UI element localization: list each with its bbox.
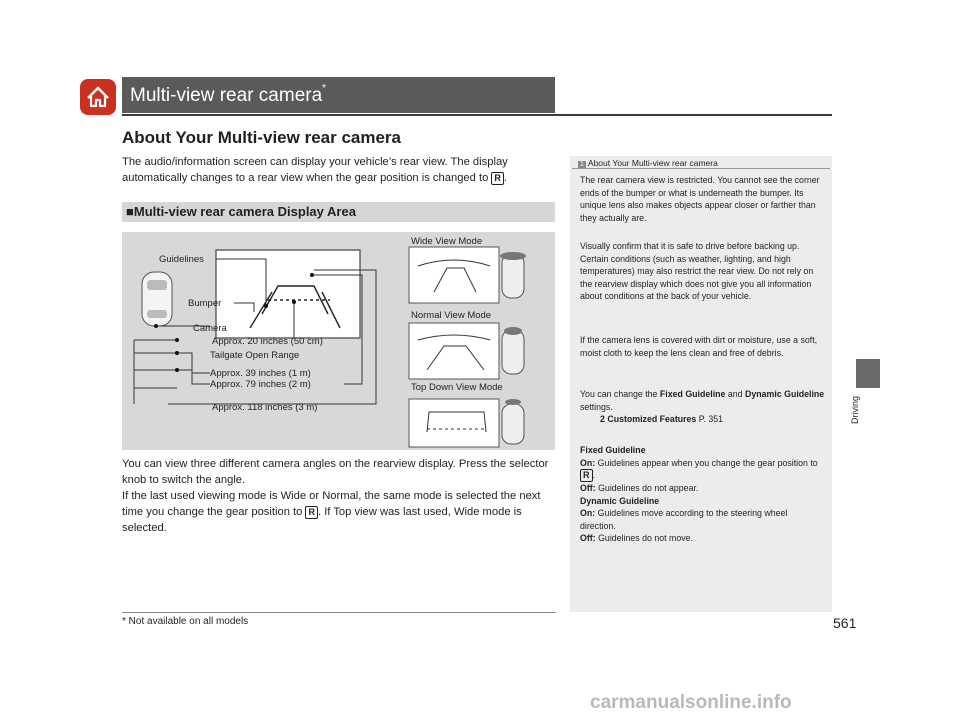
- wide-view-screen: [409, 247, 526, 303]
- watermark: carmanualsonline.info: [590, 692, 792, 713]
- label-approx-20: Approx. 20 inches (50 cm): [212, 336, 323, 347]
- sidebar-heading: 1 About Your Multi-view rear camera: [580, 158, 718, 168]
- chapter-tab[interactable]: [856, 359, 880, 388]
- reference-icon: 2: [600, 414, 605, 424]
- chapter-tab-label: Driving: [850, 396, 860, 425]
- top-down-view-screen: [409, 399, 524, 447]
- sidebar-rule: [572, 168, 830, 169]
- sidebar-p4: You can change the Fixed Guideline and Dynamic Guideline settings. 2 Customized Features P. 351: [580, 389, 825, 424]
- home-icon: [80, 79, 116, 115]
- home-button[interactable]: [80, 79, 116, 115]
- mode-memory-paragraph: If the last used viewing mode is Wide or Normal, the same mode is selected the next time you change the gear position to R . If Top view was last used, Wide mode is selected.: [122, 490, 541, 534]
- range-lines: [134, 340, 177, 404]
- section-title: About Your Multi-view rear camera: [122, 128, 401, 147]
- label-approx-118: Approx. 118 inches (3 m): [212, 402, 318, 413]
- footnote: * Not available on all models: [122, 616, 249, 627]
- sidebar-p1: The rear camera view is restricted. You cannot see the corner ends of the bumper or what is underneath the bumper. Its unique lens also makes objects appear closer or farther than they actually are.: [580, 175, 820, 223]
- label-approx-39: Approx. 39 inches (1 m): [210, 368, 311, 379]
- gear-r-key: R: [491, 172, 504, 185]
- label-camera: Camera: [193, 323, 227, 334]
- car-top-view: [142, 272, 172, 326]
- label-bumper: Bumper: [188, 298, 222, 309]
- header-rule: [122, 114, 832, 116]
- sidebar-fixed-guideline: Fixed Guideline On: Guidelines appear when you change the gear position to R . Off: Guidelines do not appear. Dynamic Guideline On: Guidelines move according to the steering wheel direction. Off: Guidelines do not move.: [580, 445, 818, 543]
- note-icon: 1: [580, 161, 584, 168]
- gear-r-key: R: [305, 506, 318, 519]
- display-area-title: ■Multi-view rear camera Display Area: [126, 204, 356, 219]
- footnote-rule: [122, 612, 556, 613]
- customized-features-link: Customized Features: [607, 414, 697, 424]
- gear-r-key: R: [580, 469, 593, 482]
- intro-paragraph: The audio/information screen can display your vehicle’s rear view. The display automatically changes to a rear view when the gear position is changed to R .: [122, 156, 508, 184]
- sidebar-p2: Visually confirm that it is safe to drive before backing up. Certain conditions (such as weather, lighting, and high temperatures) may also restrict the rear view. Do not rely on the rearview display which does not give you all information about conditions at the back of your vehicle.: [580, 241, 814, 301]
- page-title: Multi-view rear camera*: [130, 83, 327, 106]
- label-wide-view: Wide View Mode: [411, 236, 483, 247]
- normal-view-screen: [409, 323, 524, 379]
- label-top-down-view: Top Down View Mode: [411, 382, 503, 393]
- label-approx-79: Approx. 79 inches (2 m): [210, 379, 311, 390]
- label-guidelines: Guidelines: [159, 254, 204, 265]
- angles-paragraph: You can view three different camera angles on the rearview display. Press the selector knob to switch the angle.: [122, 458, 549, 486]
- page-number: 561: [833, 615, 857, 631]
- sidebar-p3: If the camera lens is covered with dirt or moisture, use a soft, moist cloth to keep the lens clean and free of debris.: [580, 335, 818, 358]
- label-normal-view: Normal View Mode: [411, 310, 492, 321]
- label-tailgate: Tailgate Open Range: [210, 350, 300, 361]
